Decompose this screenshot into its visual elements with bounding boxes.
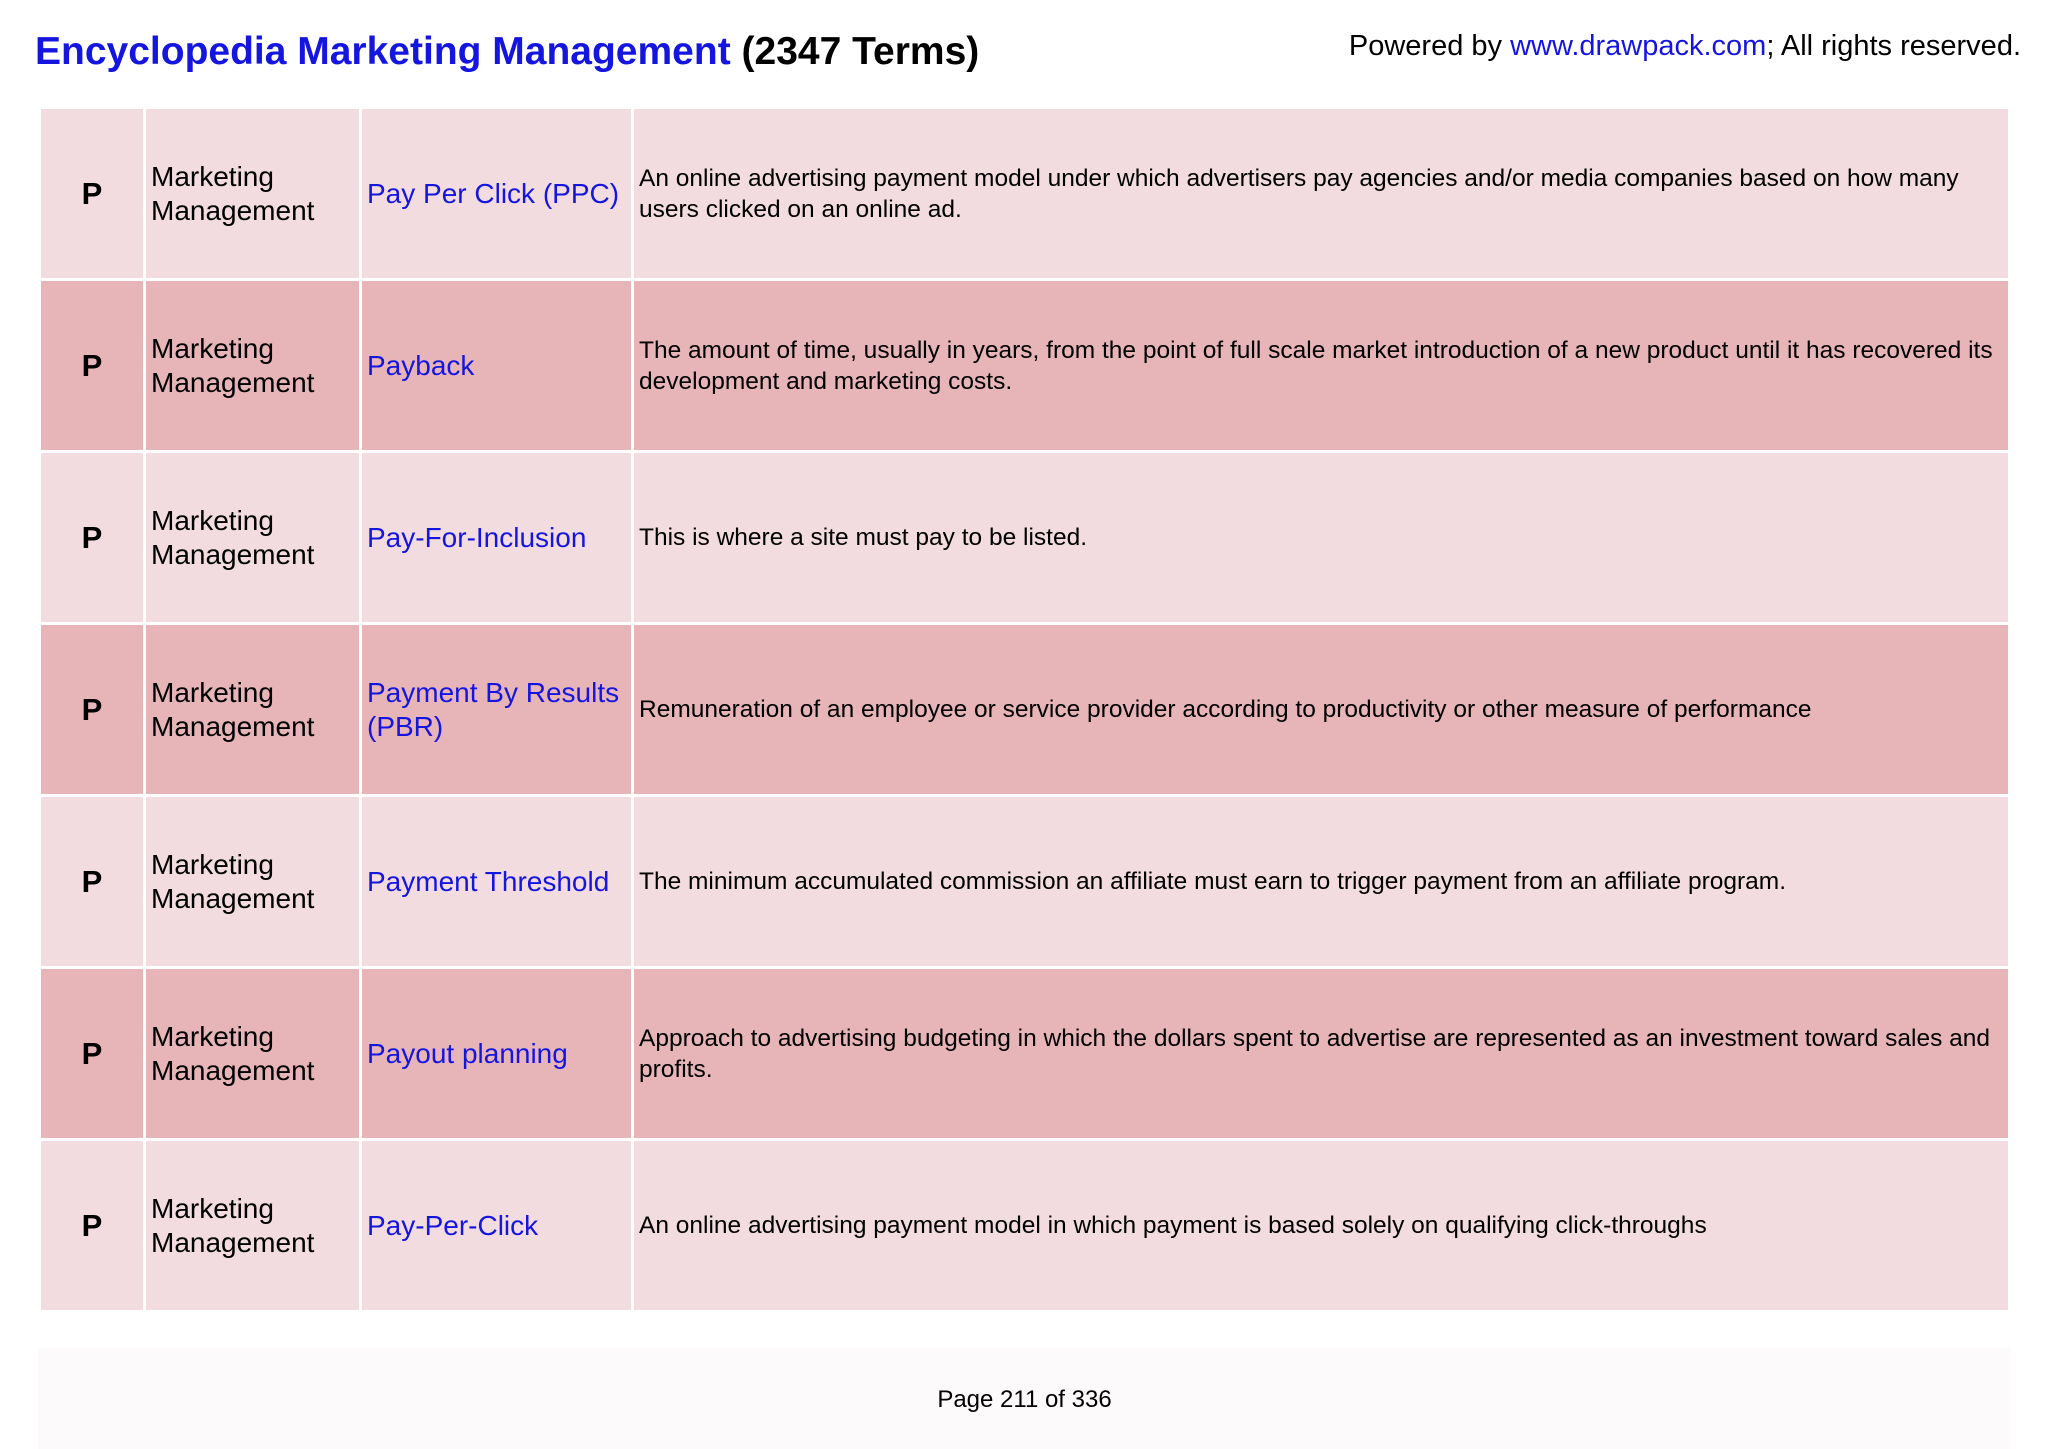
table-row [40, 452, 2010, 624]
letter-cell: P [40, 796, 145, 968]
letter-cell: P [40, 624, 145, 796]
terms-table [38, 106, 2011, 1313]
definition-cell: The amount of time, usually in years, from the point of full scale market introduction of a new product until it has recovered its development and marketing costs. [633, 280, 2010, 452]
category-cell: Marketing Management [145, 280, 361, 452]
category-cell: Marketing Management [145, 624, 361, 796]
term-count: (2347 Terms) [741, 30, 980, 73]
definition-cell: Remuneration of an employee or service provider according to productivity or other measure of performance [633, 624, 2010, 796]
letter-cell: P [40, 280, 145, 452]
table-row [40, 108, 2010, 280]
rights-reserved-text: ; All rights reserved. [1766, 30, 2021, 62]
letter-cell: P [40, 108, 145, 280]
term-link[interactable]: Pay-Per-Click [361, 1140, 633, 1312]
powered-by-prefix: Powered by [1348, 30, 1511, 62]
definition-cell: An online advertising payment model in which payment is based solely on qualifying click-throughs [633, 1140, 2010, 1312]
term-link[interactable]: Payment Threshold [361, 796, 633, 968]
page-title [35, 30, 979, 74]
definition-cell: Approach to advertising budgeting in which the dollars spent to advertise are represented as an investment toward sales and profits. [633, 968, 2010, 1140]
category-cell: Marketing Management [145, 796, 361, 968]
page-header [0, 0, 2048, 100]
table-row [40, 280, 2010, 452]
category-cell: Marketing Management [145, 108, 361, 280]
letter-cell: P [40, 1140, 145, 1312]
drawpack-link[interactable]: www.drawpack.com [1510, 30, 1767, 62]
page-number: Page 211 of 336 [937, 1386, 1112, 1413]
term-link[interactable]: Pay Per Click (PPC) [361, 108, 633, 280]
term-link[interactable]: Pay-For-Inclusion [361, 452, 633, 624]
table-row [40, 968, 2010, 1140]
definition-cell: This is where a site must pay to be listed. [633, 452, 2010, 624]
page-footer [38, 1348, 2011, 1449]
table-row [40, 624, 2010, 796]
term-link[interactable]: Payment By Results (PBR) [361, 624, 633, 796]
category-cell: Marketing Management [145, 968, 361, 1140]
title-link[interactable]: Encyclopedia Marketing Management [35, 30, 731, 73]
letter-cell: P [40, 452, 145, 624]
term-link[interactable]: Payout planning [361, 968, 633, 1140]
definition-cell: An online advertising payment model under which advertisers pay agencies and/or media companies based on how many users clicked on an online ad. [633, 108, 2010, 280]
table-row [40, 796, 2010, 968]
table-row [40, 1140, 2010, 1312]
term-link[interactable]: Payback [361, 280, 633, 452]
letter-cell: P [40, 968, 145, 1140]
category-cell: Marketing Management [145, 1140, 361, 1312]
category-cell: Marketing Management [145, 452, 361, 624]
powered-by-notice [1349, 30, 2021, 63]
definition-cell: The minimum accumulated commission an affiliate must earn to trigger payment from an affiliate program. [633, 796, 2010, 968]
